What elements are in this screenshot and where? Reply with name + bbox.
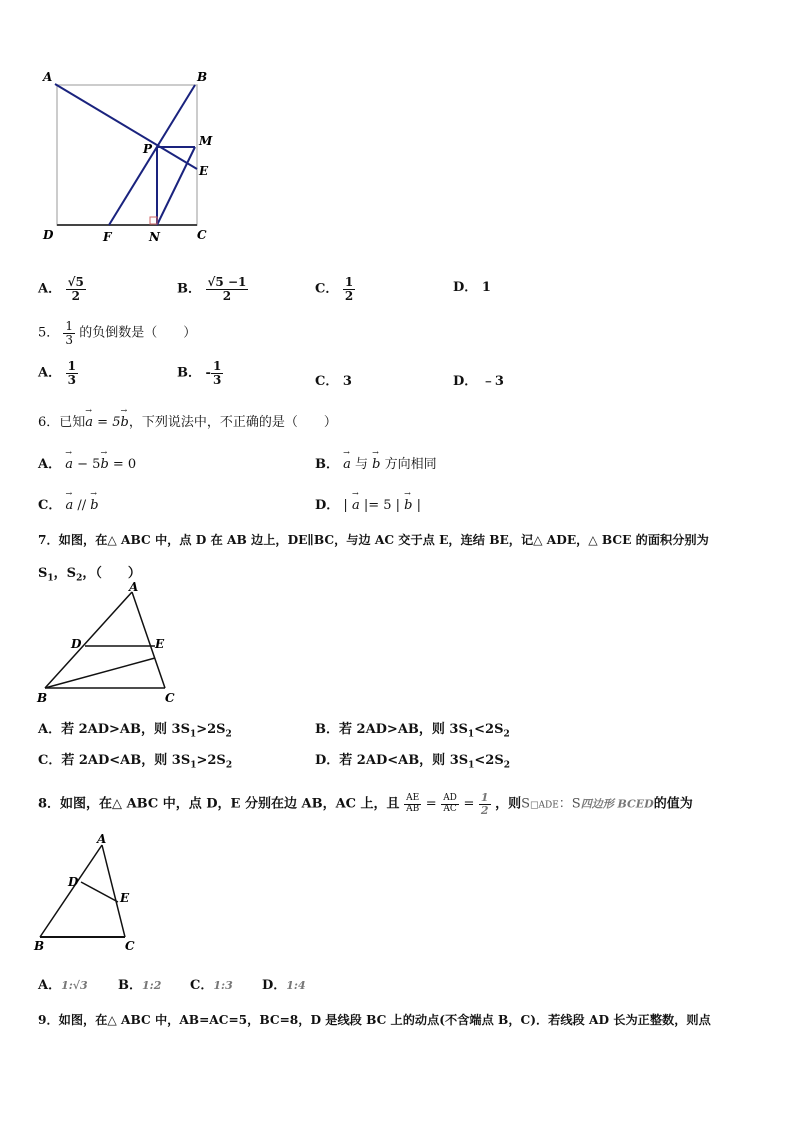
q8-option-d[interactable]: D．1:4 — [262, 978, 306, 993]
q9-stem: 9．如图，在△ ABC 中，AB=AC=5，BC=8，D 是线段 BC 上的动点(不含端点 B，C)．若线段 AD 长为正整数，则点 — [38, 1013, 711, 1027]
q5-option-d[interactable]: D． ﹣3 — [453, 374, 504, 389]
label-c: C — [165, 691, 175, 705]
q4-option-a[interactable] — [38, 276, 86, 302]
label-m: M — [199, 134, 213, 148]
square-figure — [35, 65, 225, 245]
q7-option-c[interactable]: C．若 2AD<AB，则 $3S_1>2S_2$ — [38, 753, 233, 771]
label-e: E — [199, 164, 209, 178]
q5-stem: 5． $\frac{1}{3}$ 的负倒数是（ ） — [38, 319, 197, 347]
label-d: D — [71, 637, 82, 651]
fraction-ae-ab: $\frac{AE}{AB}$ — [406, 793, 420, 814]
fraction: $\frac{√5 -1}{2}$ — [207, 275, 247, 303]
fraction: $\frac{√5}{2}$ — [67, 275, 84, 303]
label-n: N — [149, 230, 160, 244]
triangle-figure-q8 — [30, 830, 150, 955]
label-b: B — [34, 939, 45, 953]
q7-stem-line1: 7．如图，在△ ABC 中，点 D 在 AB 边上，DE∥BC，与边 AC 交于点 E，连结 BE，记△ ADE，△ BCE 的面积分别为 — [38, 533, 709, 547]
label-d: D — [43, 228, 54, 242]
q7-stem-line2: $S_1$，$S_2$，（ ） — [38, 566, 141, 584]
q6-option-b[interactable]: B． → a 与 → b 方向相同 — [315, 453, 437, 472]
side-ab — [40, 845, 102, 937]
option-label: D． — [453, 280, 478, 295]
fraction: $\frac{1}{3}$ — [65, 319, 74, 347]
q8-option-b[interactable]: B．1:2 — [118, 978, 162, 993]
option-value: 1 — [481, 280, 491, 295]
label-a: A — [97, 832, 107, 846]
label-a: A — [129, 580, 139, 594]
fraction: $\frac{1}{3}$ — [67, 359, 76, 387]
triangle-figure-q7 — [35, 580, 195, 710]
segment-nm — [157, 147, 195, 225]
label-d: D — [68, 875, 79, 889]
option-label: B． — [177, 281, 201, 297]
q4-option-b[interactable] — [177, 276, 248, 302]
fraction: $\frac{1}{3}$ — [212, 359, 222, 387]
q6-option-a[interactable]: A． → a − 5→ b = 0 — [38, 453, 136, 472]
q5-option-b[interactable]: B． - $\frac{1}{3}$ — [177, 359, 222, 387]
fraction-ad-ac: $\frac{AD}{AC}$ — [443, 793, 457, 814]
label-b: B — [37, 691, 48, 705]
label-b: B — [197, 70, 208, 84]
right-angle-mark — [150, 217, 157, 224]
q8-option-a[interactable]: A．1:√3 — [38, 978, 88, 993]
label-a: A — [43, 70, 53, 84]
fraction-one-half: $\frac{1}{2}$ — [480, 791, 489, 817]
q7-option-b[interactable]: B．若 2AD>AB，则 $3S_1<2S_2$ — [315, 722, 510, 740]
q7-option-a[interactable]: A．若 2AD>AB，则 $3S_1>2S_2$ — [38, 722, 232, 740]
q5-option-a[interactable]: A． $\frac{1}{3}$ — [38, 359, 76, 387]
segment-be — [45, 658, 155, 688]
side-ab — [45, 592, 132, 688]
label-p: P — [143, 142, 153, 156]
label-c: C — [125, 939, 135, 953]
q6-option-c[interactable]: C． → a // → b — [38, 494, 99, 513]
q4-option-d[interactable] — [453, 276, 491, 295]
q6-option-d[interactable]: D． | → a |= 5 | → b | — [315, 494, 421, 513]
q4-option-c[interactable] — [315, 276, 355, 302]
square-outline — [57, 85, 197, 225]
option-label: C． — [315, 281, 339, 297]
q8-stem: 8．如图，在△ ABC 中，点 D，E 分别在边 AB，AC 上，且 $\frac{AE}{AB}$ = $\frac{AD}{AC}$ = $\frac{1}{2}$ ，则S□ADE：S四边形 BCED的值为 — [38, 791, 693, 817]
label-e: E — [155, 637, 165, 651]
fraction: $\frac{1}{2}$ — [344, 275, 354, 303]
label-e: E — [120, 891, 130, 905]
q6-stem: 6．已知→ a = 5→ b，下列说法中，不正确的是（ ） — [38, 411, 337, 430]
q8-option-c[interactable]: C．1:3 — [190, 978, 233, 993]
option-label: A． — [38, 281, 62, 297]
label-c: C — [197, 228, 207, 242]
segment-ae — [55, 84, 197, 169]
label-f: F — [103, 230, 112, 244]
q7-option-d[interactable]: D．若 2AD<AB，则 $3S_1<2S_2$ — [315, 753, 510, 771]
q5-option-c[interactable]: C． 3 — [315, 374, 352, 389]
